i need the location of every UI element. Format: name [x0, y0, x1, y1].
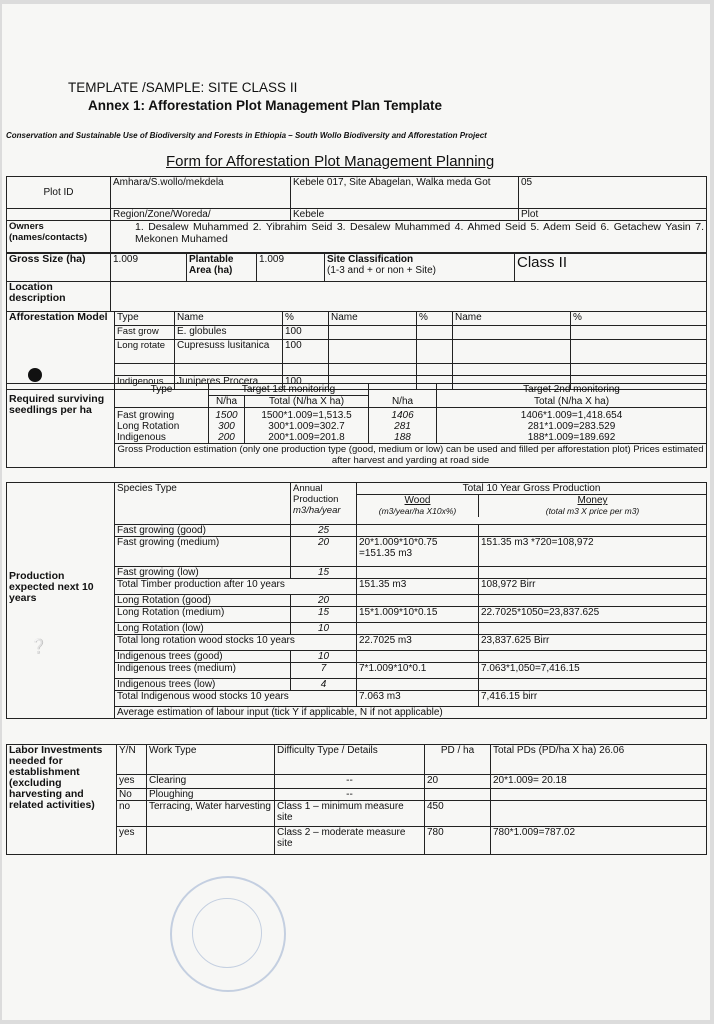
money-value: 22.7025*1050=23,837.625	[479, 607, 707, 623]
kebele-label: Kebele	[291, 209, 519, 221]
money-value: 151.35 m3 *720=108,972	[479, 537, 707, 567]
target1-total: 300*1.009=302.7	[268, 421, 345, 432]
money-value	[479, 567, 707, 579]
model-type: Fast grow	[115, 326, 175, 340]
total-pd: 780*1.009=787.02	[491, 827, 707, 855]
pd-value: 780	[425, 827, 491, 855]
annual-unit: m3/ha/year	[293, 505, 341, 516]
target2-nha: 188	[394, 432, 411, 443]
region-value: Amhara/S.wollo/mekdela	[111, 177, 291, 209]
work-type: Terracing, Water harvesting	[147, 801, 275, 827]
species-type: Fast growing (low)	[115, 567, 291, 579]
money-value: 7.063*1,050=7,416.15	[479, 663, 707, 679]
money-total: 23,837.625 Birr	[479, 635, 707, 651]
wood-value	[357, 651, 479, 663]
model-header-type: Type	[115, 312, 175, 326]
work-type	[147, 827, 275, 855]
stamp-inner-ring	[192, 898, 262, 968]
target1-nha: 300	[218, 421, 235, 432]
labor-note: Average estimation of labour input (tick Y if applicable, N if not applicable)	[115, 707, 707, 719]
model-percent: 100	[283, 340, 329, 364]
location-label: Location description	[7, 282, 111, 312]
plot-id-label: Plot ID	[7, 177, 111, 209]
target2-total: 1406*1.009=1,418.654	[520, 410, 623, 421]
total-pd	[491, 801, 707, 827]
scribble-mark: ❔	[30, 638, 48, 654]
total-pd-header: Total PDs (PD/ha X ha) 26.06	[491, 745, 707, 775]
target1-total: 200*1.009=201.8	[268, 432, 345, 443]
money-value	[479, 525, 707, 537]
annual-production: 4	[291, 679, 357, 691]
owners-list: 1. Desalew Muhammed 2. Yibrahim Seid 3. Desalew Muhammed 4. Ahmed Seid 5. Adem Seid 6. Getachew Yasin 7. Mekonen Muhamed	[111, 221, 707, 253]
model-header-name2: Name	[329, 312, 417, 326]
work-type: Clearing	[147, 775, 275, 789]
pd-value: 450	[425, 801, 491, 827]
pd-value: 20	[425, 775, 491, 789]
money-total: 108,972 Birr	[479, 579, 707, 595]
production-note: Gross Production estimation (only one production type (good, medium or low) can be used and filled per afforestation plot) Prices estimated after harvest and yarding at road side	[115, 444, 707, 468]
production-label: Production expected next 10 years	[7, 483, 115, 719]
model-percent: 100	[283, 326, 329, 340]
monitoring1-header: Target 1st monitoring	[209, 384, 369, 396]
afforestation-model-label: Afforestation Model	[7, 312, 115, 390]
gross-size-label: Gross Size (ha)	[7, 254, 111, 282]
total-header-2: Total (N/ha X ha)	[437, 396, 707, 408]
project-name: Conservation and Sustainable Use of Biodiversity and Forests in Ethiopia – South Wollo Biodiversity and Afforestation Project	[6, 131, 487, 140]
model-type: Indigenous	[115, 376, 175, 390]
wood-value	[357, 567, 479, 579]
plantable-area-value: 1.009	[257, 254, 325, 282]
money-value	[479, 595, 707, 607]
total-row-label: Total long rotation wood stocks 10 years	[115, 635, 357, 651]
nha-header-2: N/ha	[369, 396, 437, 408]
site-class-cell	[325, 254, 515, 282]
wood-value: 15*1.009*10*0.15	[357, 607, 479, 623]
annual-header: Annual Production	[293, 483, 339, 505]
total-row-label: Total Timber production after 10 years	[115, 579, 357, 595]
difficulty: Class 2 – moderate measure site	[275, 827, 425, 855]
target2-nha: 281	[394, 421, 411, 432]
species-type: Indigenous trees (good)	[115, 651, 291, 663]
wood-unit: (m3/year/ha X10x%)	[378, 506, 457, 516]
model-species: Cupresuss lusitanica	[175, 340, 283, 364]
kebele-value: Kebele 017, Site Abagelan, Walka meda Got	[291, 177, 519, 209]
template-heading: TEMPLATE /SAMPLE: SITE CLASS II	[68, 80, 298, 95]
surviving-type: Long Rotation	[117, 421, 180, 432]
money-value	[479, 651, 707, 663]
production-table	[6, 482, 707, 719]
model-header-pct3: %	[571, 312, 707, 326]
gross-size-table	[6, 253, 707, 282]
gross-production-header: Total 10 Year Gross Production	[357, 483, 706, 495]
location-value	[111, 282, 707, 312]
species-type: Long Rotation (medium)	[115, 607, 291, 623]
annual-production: 20	[291, 537, 357, 567]
surviving-label: Required surviving seedlings per ha	[7, 384, 115, 468]
species-type: Long Rotation (good)	[115, 595, 291, 607]
surviving-type: Fast growing	[117, 410, 175, 421]
annual-production: 25	[291, 525, 357, 537]
model-header-name3: Name	[453, 312, 571, 326]
difficulty: --	[275, 789, 425, 801]
annex-title: Annex 1: Afforestation Plot Management Plan Template	[88, 98, 443, 113]
wood-total: 7.063 m3	[357, 691, 479, 707]
wood-value: 7*1.009*10*0.1	[357, 663, 479, 679]
species-header: Species Type	[115, 483, 291, 525]
money-value	[479, 679, 707, 691]
yn-value: no	[117, 801, 147, 827]
money-value	[479, 623, 707, 635]
yn-value: No	[117, 789, 147, 801]
money-header: Money	[577, 495, 608, 506]
pd-header: PD / ha	[425, 745, 491, 775]
pd-value	[425, 789, 491, 801]
labor-label: Labor Investments needed for establishment (excluding harvesting and related activities)	[7, 745, 117, 855]
species-type: Long Rotation (low)	[115, 623, 291, 635]
yn-value: yes	[117, 775, 147, 789]
annual-production: 20	[291, 595, 357, 607]
wood-header: Wood	[404, 495, 431, 506]
afforestation-model-table	[6, 311, 707, 390]
work-type: Ploughing	[147, 789, 275, 801]
annual-production: 15	[291, 567, 357, 579]
difficulty: Class 1 – minimum measure site	[275, 801, 425, 827]
site-class-label: Site Classification	[327, 254, 414, 265]
total-row-label: Total Indigenous wood stocks 10 years	[115, 691, 357, 707]
species-type: Indigenous trees (low)	[115, 679, 291, 691]
total-pd: 20*1.009= 20.18	[491, 775, 707, 789]
wood-value	[357, 679, 479, 691]
species-type: Fast growing (good)	[115, 525, 291, 537]
work-type-header: Work Type	[147, 745, 275, 775]
site-class-note: (1-3 and + or non + Site)	[327, 265, 436, 276]
wood-value: 20*1.009*10*0.75 =151.35 m3	[357, 537, 479, 567]
site-class-value: Class II	[515, 254, 707, 282]
annual-production: 15	[291, 607, 357, 623]
official-stamp	[170, 876, 286, 992]
model-percent: 100	[283, 376, 329, 390]
wood-value	[357, 623, 479, 635]
wood-total: 151.35 m3	[357, 579, 479, 595]
gross-size-value: 1.009	[111, 254, 187, 282]
yn-value: yes	[117, 827, 147, 855]
annual-production: 10	[291, 651, 357, 663]
target1-total: 1500*1.009=1,513.5	[261, 410, 352, 421]
surviving-type-header: Type	[115, 384, 209, 408]
target1-nha: 200	[218, 432, 235, 443]
surviving-seedlings-table	[6, 383, 707, 468]
surviving-type: Indigenous	[117, 432, 166, 443]
nha-header: N/ha	[209, 396, 245, 408]
target2-total: 188*1.009=189.692	[527, 432, 616, 443]
model-species: Juniperes Procera	[175, 376, 283, 390]
target1-nha: 1500	[215, 410, 238, 421]
wood-total: 22.7025 m3	[357, 635, 479, 651]
model-header-pct: %	[283, 312, 329, 326]
money-unit: (total m3 X price per m3)	[545, 506, 640, 516]
target2-total: 281*1.009=283.529	[527, 421, 616, 432]
model-species: E. globules	[175, 326, 283, 340]
wood-value	[357, 525, 479, 537]
species-type: Indigenous trees (medium)	[115, 663, 291, 679]
annual-production: 10	[291, 623, 357, 635]
model-header-name: Name	[175, 312, 283, 326]
plot-label: Plot	[519, 209, 707, 221]
region-label: Region/Zone/Woreda/	[111, 209, 291, 221]
annual-production: 7	[291, 663, 357, 679]
species-type: Fast growing (medium)	[115, 537, 291, 567]
bullet-mark	[28, 368, 42, 382]
money-total: 7,416.15 birr	[479, 691, 707, 707]
owners-label: Owners (names/contacts)	[7, 221, 111, 253]
wood-value	[357, 595, 479, 607]
plot-number: 05	[519, 177, 707, 209]
labor-table	[6, 744, 707, 855]
plot-info-table	[6, 176, 707, 253]
target2-nha: 1406	[391, 410, 414, 421]
difficulty-header: Difficulty Type / Details	[275, 745, 425, 775]
yn-header: Y/N	[117, 745, 147, 775]
model-header-pct2: %	[417, 312, 453, 326]
total-pd	[491, 789, 707, 801]
monitoring2-header: Target 2nd monitoring	[437, 384, 707, 396]
plantable-area-label: Plantable Area (ha)	[187, 254, 257, 282]
location-table	[6, 281, 707, 312]
difficulty: --	[275, 775, 425, 789]
form-title: Form for Afforestation Plot Management Planning	[166, 153, 495, 170]
total-header: Total (N/ha X ha)	[245, 396, 369, 408]
model-type: Long rotate	[115, 340, 175, 364]
